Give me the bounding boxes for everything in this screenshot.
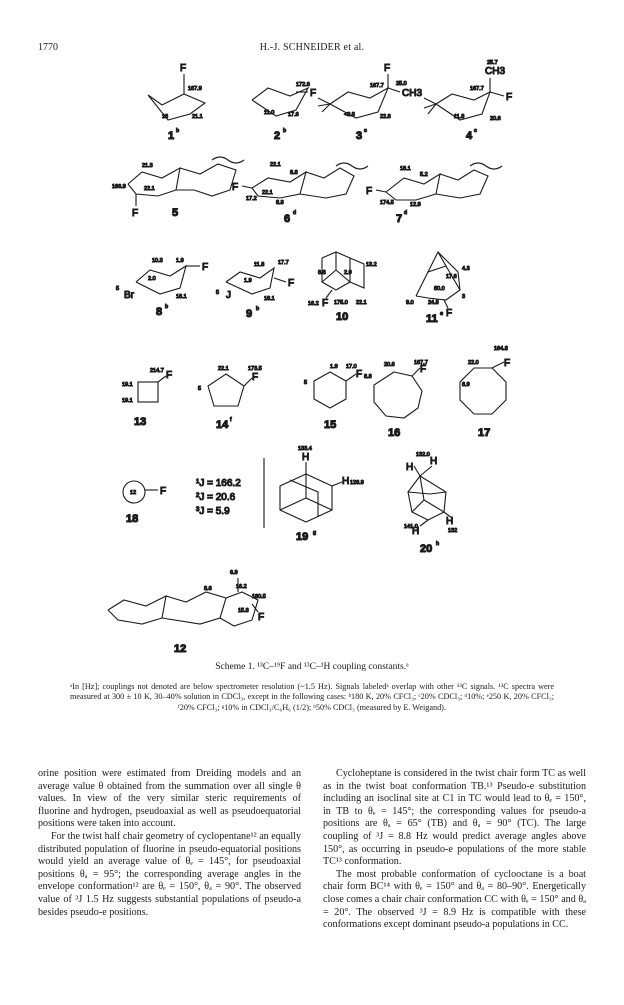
c11-label-3: 3 <box>462 294 466 300</box>
c11-number: 11 <box>426 313 438 325</box>
c14-atom-0: F <box>252 372 259 383</box>
c9-label-4: 18.1 <box>264 296 275 302</box>
c7-label-1: 5.2 <box>420 172 428 178</box>
compound-12 <box>108 570 266 655</box>
c18-coupling-0: ¹J = 166.2 <box>196 478 241 489</box>
c19-number: 19 <box>296 531 309 543</box>
c9-number: 9 <box>246 308 253 320</box>
c6-sup: d <box>293 210 297 216</box>
c19-label-1: 126.9 <box>350 480 364 486</box>
c14-sup: f <box>230 417 232 423</box>
c2-label-0: 172.6 <box>296 82 310 88</box>
c7-label-0: 18.1 <box>400 166 411 172</box>
c13-label-1: 19.1 <box>122 382 133 388</box>
c6-label-1: 8.8 <box>290 170 298 176</box>
compound-15 <box>304 364 362 431</box>
c19-label-0: 133.4 <box>298 446 312 452</box>
c16-label-0: 20.6 <box>384 362 395 368</box>
compound-1 <box>148 63 205 142</box>
compound-9 <box>216 260 294 320</box>
compound-4 <box>424 60 512 142</box>
c8-atom-0: Br <box>124 290 134 301</box>
c9-label-3: 5 <box>216 290 220 296</box>
c5-number: 5 <box>172 207 179 219</box>
c8-sup: b <box>165 304 169 310</box>
c18-label-0: 12 <box>130 490 137 496</box>
compound-8 <box>116 258 208 318</box>
c1-number: 1 <box>168 130 175 142</box>
c5-label-0: 21.3 <box>142 163 153 169</box>
c13-label-2: 19.1 <box>122 398 133 404</box>
compound-5 <box>112 157 244 219</box>
left-paragraph-1: orine position were estimated from Dreiding models and an average value θ obtained from the summation over all single θ values. In view of the very similar steric requirements of fluorine and hydrogen, pseudoaxial as well as pseudoequatorial positions were taken into account. <box>38 768 301 830</box>
c1-label-2: 21.1 <box>192 114 203 120</box>
compound-17 <box>460 346 510 439</box>
c20-sup: h <box>436 541 440 547</box>
c3-atom-1: CH3 <box>402 88 423 99</box>
c17-label-0: 164.8 <box>494 346 508 352</box>
c1-label-0: 167.9 <box>188 86 202 92</box>
c11-label-5: 24.8 <box>428 300 439 306</box>
c9-label-0: 11.8 <box>254 262 265 268</box>
c5-label-2: 22.1 <box>144 186 155 192</box>
c20-atom-0: H <box>406 462 414 473</box>
c20-number: 20 <box>420 543 433 555</box>
compound-18 <box>123 478 241 525</box>
c10-number: 10 <box>336 311 349 323</box>
compound-13 <box>122 368 172 428</box>
c12-atom-0: F <box>258 612 265 623</box>
c9-atom-1: F <box>288 278 295 289</box>
c3-label-1: 25.0 <box>396 81 407 87</box>
right-paragraph-1: Cycloheptane is considered in the twist chair form TC as well as in the twist boat conformation TB.¹³ Pseudo-e substitution including an isoclinal site at C1 in TC would lead to θₑ = 150°, in TB to θₑ = 145°; the corresponding values for pseudo-a positions are θₐ = 65° (TB) and θₐ = 90° (TC). The large coupling of ³J = 8.8 Hz would predict average angles above 150°, as occurring in pseudo-e populations of the more stable TC¹³ conformation. <box>323 768 586 868</box>
c9-label-1: 17.7 <box>278 260 289 266</box>
c20-label-0: 132.0 <box>416 452 430 458</box>
c2-atom-0: F <box>310 88 317 99</box>
c10-label-3: 16.2 <box>308 301 319 307</box>
c7-sup: d <box>404 210 408 216</box>
c2-number: 2 <box>274 130 281 142</box>
c6-label-2: 17.2 <box>246 196 257 202</box>
c4-atom-1: CH3 <box>485 66 506 77</box>
c5-atom-0: F <box>132 208 139 219</box>
c4-label-3: 20.6 <box>490 116 501 122</box>
c14-label-1: 173.5 <box>248 366 262 372</box>
c17-atom-0: F <box>504 358 511 369</box>
c4-label-2: 11.8 <box>454 114 465 120</box>
c6-number: 6 <box>284 213 291 225</box>
c14-label-0: 22.1 <box>218 366 229 372</box>
c9-label-2: 1.9 <box>244 278 252 284</box>
c3-label-0: 167.7 <box>370 83 384 89</box>
c15-label-0: 1.9 <box>330 364 338 370</box>
c3-label-3: 22.8 <box>380 114 391 120</box>
c10-label-4: 175.0 <box>334 300 348 306</box>
c3-atom-0: F <box>384 63 391 74</box>
c10-label-0: 8.8 <box>318 270 326 276</box>
c6-atom-0: F <box>232 182 239 193</box>
c20-atom-3: H <box>446 516 454 527</box>
c12-label-3: 180.5 <box>252 594 266 600</box>
c8-label-0: 10.3 <box>152 258 163 264</box>
c10-label-5: 22.1 <box>356 300 367 306</box>
c5-label-1: 166.9 <box>112 184 126 190</box>
page-number: 1770 <box>38 42 58 53</box>
c13-label-0: 214.7 <box>150 368 164 374</box>
scheme-caption: Scheme 1. ¹³C–¹⁹F and ¹³C–¹H coupling constants.ᵃ <box>215 662 409 672</box>
c15-number: 15 <box>324 419 337 431</box>
c2-sup: b <box>283 128 287 134</box>
compound-10 <box>308 252 377 323</box>
c10-label-2: 13.2 <box>366 262 377 268</box>
compound-16 <box>364 360 428 439</box>
left-paragraph-2: For the twist half chair geometry of cyclopentane¹² an equally distributed population of fluorine in pseudo-equatorial positions would yield an average value of θₑ = 145°, for pseudoaxial positions θₐ = 95°; the corresponding average angles in the envelope conformation¹² are θₑ = 150°, θₐ = 90°. The observed value of ³J 1.5 Hz suggests substantial populations of pseudo-a besides pseudo-e positions. <box>38 830 301 918</box>
c19-atom-1: H <box>342 476 350 487</box>
scheme-footnote: ᵃIn [Hz]; couplings not denoted are below spectrometer resolution (~1.5 Hz). Signals labeledᵃ overlap with other ¹³C signals. ¹³C spectra were measured at 300 ± 10 K, 30–40% solution in CDCl₃, except in the following cases: ᵇ180 K, 20% CFCl₃; ᶜ20% CDCl₃; ᵈ10%; ᵉ250 K, 20% CFCl₃; ᶠ20% CFCl₃; ᵍ10% in CDCl₃/C₆H₆ (1/2); ʰ50% CDCl₃ (measured by E. Weigand). <box>70 682 554 712</box>
c8-label-2: 2.0 <box>148 276 156 282</box>
compound-6 <box>232 162 368 225</box>
c15-label-2: 5 <box>304 380 308 386</box>
c20-label-2: 132 <box>448 528 458 534</box>
c8-label-1: 1.9 <box>176 258 184 264</box>
c14-label-2: 5 <box>198 386 202 392</box>
c3-sup: c <box>364 128 367 134</box>
c4-label-0: 25.7 <box>487 60 498 66</box>
compound-7 <box>366 163 502 225</box>
c9-atom-0: J <box>226 290 231 301</box>
c13-number: 13 <box>134 416 147 428</box>
c4-sup: c <box>474 128 477 134</box>
c4-label-1: 167.7 <box>470 86 484 92</box>
c7-label-3: 12.9 <box>410 202 421 208</box>
c17-label-2: 8.9 <box>462 382 470 388</box>
right-column <box>323 768 586 932</box>
c18-number: 18 <box>126 513 139 525</box>
c15-label-1: 17.0 <box>346 364 357 370</box>
c20-atom-1: H <box>430 456 438 467</box>
c16-atom-0: F <box>420 364 427 375</box>
compound-19 <box>280 446 364 543</box>
c2-label-2: 17.6 <box>288 112 299 118</box>
c2-label-1: 11.0 <box>264 110 275 116</box>
c12-label-1: 8.6 <box>204 586 212 592</box>
c11-sup: e <box>440 311 444 317</box>
c20-label-1: 141.0 <box>404 524 418 530</box>
c11-label-0: 4.3 <box>462 266 470 272</box>
c16-label-1: 167.7 <box>414 360 428 366</box>
c12-label-2: 16.2 <box>236 584 247 590</box>
c7-number: 7 <box>396 213 403 225</box>
c4-number: 4 <box>466 130 473 142</box>
compound-3 <box>318 63 422 142</box>
c11-label-1: 17.6 <box>446 274 457 280</box>
c17-label-1: 22.0 <box>468 360 479 366</box>
c1-atom-0: F <box>180 63 187 74</box>
c19-atom-0: H <box>302 452 310 463</box>
c3-number: 3 <box>356 130 363 142</box>
compound-14 <box>198 366 262 431</box>
c6-label-3: 22.1 <box>262 190 273 196</box>
c7-atom-0: F <box>366 186 373 197</box>
c1-label-1: 18 <box>162 114 169 120</box>
c14-number: 14 <box>216 419 229 431</box>
c17-number: 17 <box>478 427 491 439</box>
c11-label-4: 9.0 <box>406 300 414 306</box>
c10-label-1: 2.9 <box>344 270 352 276</box>
c20-atom-2: H <box>412 526 420 537</box>
left-column <box>38 768 301 919</box>
c1-sup: b <box>176 128 180 134</box>
c8-number: 8 <box>156 306 163 318</box>
right-paragraph-2: The most probable conformation of cyclooctane is a boat chair form BC¹⁴ with θₑ = 150° and θₐ = 80–90°. Energetically close comes a chair chair conformation CC with θₑ = 150° and θₐ = 20°. The observed ³J = 8.9 Hz is compatible with these conformations except dominant pseudo-a populations in CC. <box>323 868 586 931</box>
c18-atom-0: F <box>160 486 167 497</box>
compound-11 <box>406 252 470 325</box>
c3-label-2: <0.8 <box>344 112 355 118</box>
c8-atom-1: F <box>202 262 209 273</box>
c8-label-3: 5 <box>116 286 120 292</box>
c12-number: 12 <box>174 643 187 655</box>
c15-atom-0: F <box>356 369 363 380</box>
c18-coupling-2: ³J = 5.9 <box>196 506 230 517</box>
c6-label-4: 8.8 <box>276 200 284 206</box>
c9-sup: b <box>256 306 260 312</box>
running-head: H.-J. SCHNEIDER et al. <box>259 42 365 53</box>
c16-number: 16 <box>388 427 401 439</box>
c8-label-4: 18.1 <box>176 294 187 300</box>
c11-atom-0: F <box>446 308 453 319</box>
c10-atom-0: F <box>322 298 329 309</box>
c19-sup: g <box>313 530 317 536</box>
c6-label-0: 22.1 <box>270 162 281 168</box>
c7-label-2: 174.5 <box>380 200 394 206</box>
compound-20 <box>404 452 457 555</box>
compound-2 <box>252 82 316 142</box>
c13-atom-0: F <box>166 370 173 381</box>
c11-label-2: 80.0 <box>434 286 445 292</box>
c12-label-4: 15.8 <box>238 608 249 614</box>
c16-label-2: 8.8 <box>364 374 372 380</box>
c12-label-0: 6.9 <box>230 570 238 576</box>
c18-coupling-1: ²J = 20.6 <box>196 492 236 503</box>
c4-atom-0: F <box>506 92 513 103</box>
